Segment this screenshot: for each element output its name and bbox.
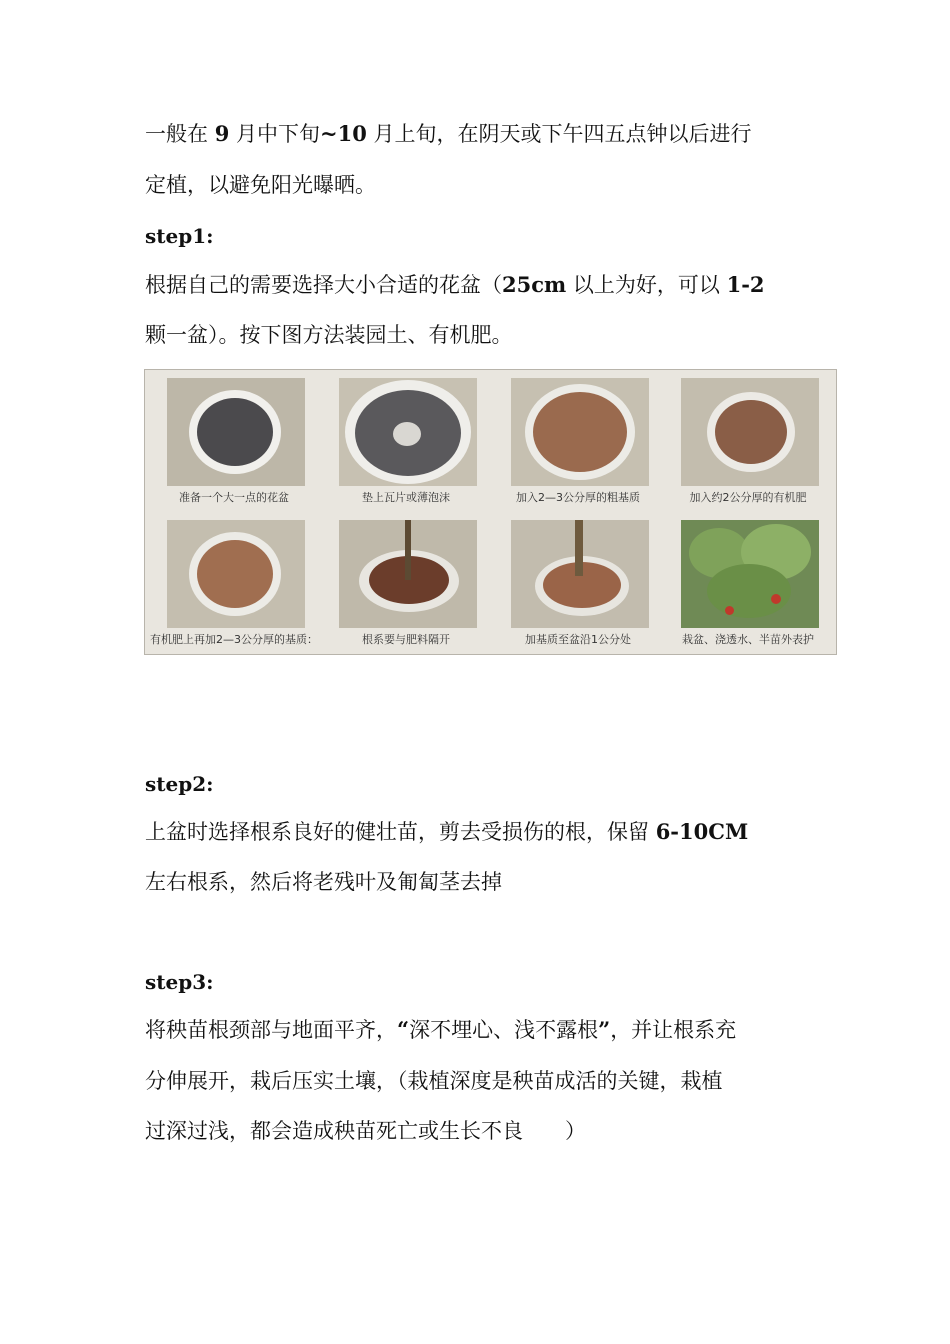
step1-line-1	[145, 272, 765, 298]
step3-line-3: 过深过浅，都会造成秧苗死亡或生长不良 ）	[145, 1119, 586, 1143]
figure-caption: 栽盆、浇透水、半苗外表护	[682, 633, 814, 646]
photo-pot-liner	[339, 378, 477, 486]
step2-line-1	[145, 819, 748, 845]
intro-line-1	[145, 121, 752, 147]
photo-fill-substrate	[511, 520, 649, 628]
step3-quote: 深不埋心、浅不露根	[409, 1018, 599, 1042]
figure-caption: 加入2—3公分厚的粗基质	[516, 491, 640, 504]
figure-panel-2	[321, 372, 491, 510]
figure-caption: 加入约2公分厚的有机肥	[689, 491, 807, 504]
root-length: 6-10CM	[655, 819, 749, 844]
step3-text: ，并让根系充	[610, 1018, 737, 1042]
step1-text: 根据自己的需要选择大小合适的花盆（	[145, 273, 502, 297]
step2-line-2: 左右根系，然后将老残叶及匍匐茎去掉	[145, 870, 502, 894]
step1-heading: step1:	[145, 224, 214, 248]
figure-panel-1	[149, 372, 319, 510]
month-number: ~10	[320, 121, 367, 146]
figure-panel-3	[493, 372, 663, 510]
step3-line-1	[145, 1017, 736, 1043]
step3-heading: step3:	[145, 970, 214, 994]
step2-text: 上盆时选择根系良好的健壮苗，剪去受损伤的根，保留	[145, 820, 656, 844]
figure-panel-5	[149, 514, 319, 652]
figure-caption: 根系要与肥料隔开	[362, 633, 450, 646]
intro-text: 一般在	[145, 122, 215, 146]
figure-panel-6	[321, 514, 491, 652]
step2-heading: step2:	[145, 772, 214, 796]
plant-count: 1-2	[726, 272, 765, 297]
photo-coarse-substrate	[511, 378, 649, 486]
step3-text: 将秧苗根颈部与地面平齐，	[145, 1018, 397, 1042]
photo-root-separation	[339, 520, 477, 628]
quote-mark: “	[397, 1017, 410, 1042]
figure-caption: 加基质至盆沿1公分处	[525, 633, 631, 646]
step3-line-2: 分伸展开，栽后压实土壤，（栽植深度是秧苗成活的关键，栽植	[145, 1069, 723, 1093]
pot-size: 25cm	[502, 272, 567, 297]
step1-line-2: 颗一盆）。按下图方法装园土、有机肥。	[145, 323, 513, 347]
step1-text: 以上为好，可以	[566, 273, 727, 297]
figure-panel-7	[493, 514, 663, 652]
intro-text: 月上旬，在阴天或下午四五点钟以后进行	[366, 122, 752, 146]
intro-text: 月中下旬	[229, 122, 320, 146]
figure-panel-4	[663, 372, 833, 510]
figure-caption: 准备一个大一点的花盆	[179, 491, 289, 504]
photo-empty-pot	[167, 378, 305, 486]
photo-top-substrate	[167, 520, 305, 628]
photo-organic-fertilizer	[681, 378, 819, 486]
photo-potted-strawberry	[681, 520, 819, 628]
planting-steps-figure	[144, 369, 837, 655]
month-number: 9	[214, 121, 230, 146]
intro-line-2: 定植，以避免阳光曝晒。	[145, 173, 376, 197]
quote-mark: ”	[598, 1017, 611, 1042]
figure-caption: 有机肥上再加2—3公分厚的基质：	[150, 633, 318, 646]
figure-panel-8	[663, 514, 833, 652]
figure-caption: 垫上瓦片或薄泡沫	[362, 491, 450, 504]
